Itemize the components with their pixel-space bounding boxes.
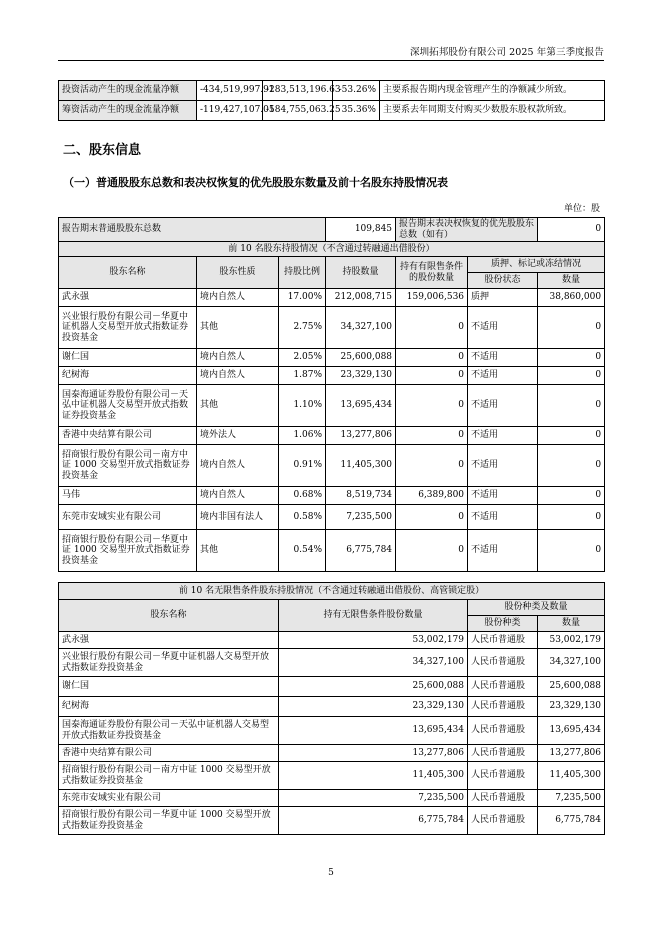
holder-share-kind: 人民币普通股 <box>468 677 538 697</box>
holder-restricted: 0 <box>396 505 468 530</box>
cashflow-current: -434,519,997.91 <box>197 81 263 101</box>
holder-qty: 0 <box>538 385 605 427</box>
holder-qty: 7,235,500 <box>538 790 605 807</box>
table-row <box>59 427 605 445</box>
holder-ratio: 0.68% <box>279 487 326 505</box>
holder-ratio: 1.10% <box>279 385 326 427</box>
holder-qty: 38,860,000 <box>538 289 605 307</box>
col-header-ratio: 持股比例 <box>279 257 326 289</box>
table-row <box>59 289 605 307</box>
table-row <box>59 745 605 762</box>
holder-nature: 其他 <box>197 530 279 572</box>
holder-status: 不适用 <box>468 307 538 349</box>
holder-name: 国泰海通证券股份有限公司－天弘中证机器人交易型开放式指数证券投资基金 <box>59 717 279 745</box>
holder-share-kind: 人民币普通股 <box>468 632 538 649</box>
table-row <box>59 697 605 717</box>
cashflow-table <box>58 80 605 121</box>
holder-name: 招商银行股份有限公司－华夏中证 1000 交易型开放式指数证券投资基金 <box>59 807 279 835</box>
holder-name: 招商银行股份有限公司－华夏中证 1000 交易型开放式指数证券投资基金 <box>59 530 197 572</box>
holder-name: 谢仁国 <box>59 677 279 697</box>
holder-restricted: 0 <box>396 427 468 445</box>
pref-holders-value: 0 <box>538 218 605 242</box>
cashflow-reason: 主要系去年同期支付购买少数股东股权款所致。 <box>380 101 605 121</box>
holder-unrestricted-shares: 13,695,434 <box>279 717 468 745</box>
cashflow-label: 投资活动产生的现金流量净额 <box>59 81 197 101</box>
holder-ratio: 2.05% <box>279 349 326 367</box>
pref-holders-label: 报告期末表决权恢复的优先股股东总数（如有） <box>396 218 538 242</box>
section-title: 二、股东信息 <box>63 143 142 158</box>
holder-name: 马伟 <box>59 487 197 505</box>
holder-restricted: 0 <box>396 307 468 349</box>
table-row <box>59 717 605 745</box>
holder-qty: 23,329,130 <box>538 697 605 717</box>
holder-qty: 53,002,179 <box>538 632 605 649</box>
table-row <box>59 790 605 807</box>
holder-status: 不适用 <box>468 487 538 505</box>
col-header-status: 股份状态 <box>468 273 538 289</box>
col-header-kind-group: 股份种类及数量 <box>468 600 605 616</box>
holder-qty: 0 <box>538 427 605 445</box>
col-header-name: 股东名称 <box>59 600 279 632</box>
holder-shares: 11,405,300 <box>326 445 396 487</box>
cashflow-previous: -184,755,063.25 <box>263 101 333 121</box>
holder-shares: 7,235,500 <box>326 505 396 530</box>
header-row <box>59 600 605 616</box>
holder-qty: 0 <box>538 349 605 367</box>
table-title-row <box>59 242 605 257</box>
common-holders-label: 报告期末普通股股东总数 <box>59 218 326 242</box>
holder-shares: 34,327,100 <box>326 307 396 349</box>
holder-shares: 25,600,088 <box>326 349 396 367</box>
holder-share-kind: 人民币普通股 <box>468 745 538 762</box>
holder-ratio: 0.54% <box>279 530 326 572</box>
holder-qty: 13,277,806 <box>538 745 605 762</box>
table-row <box>59 530 605 572</box>
holder-qty: 0 <box>538 367 605 385</box>
table-row <box>59 101 605 121</box>
table-row <box>59 307 605 349</box>
table-row <box>59 649 605 677</box>
holder-nature: 境内自然人 <box>197 367 279 385</box>
holder-qty: 6,775,784 <box>538 807 605 835</box>
header-divider <box>58 60 604 61</box>
holder-qty: 25,600,088 <box>538 677 605 697</box>
holder-ratio: 1.06% <box>279 427 326 445</box>
holder-name: 招商银行股份有限公司－南方中证 1000 交易型开放式指数证券投资基金 <box>59 445 197 487</box>
holder-status: 不适用 <box>468 427 538 445</box>
holder-qty: 0 <box>538 445 605 487</box>
col-header-nature: 股东性质 <box>197 257 279 289</box>
holder-shares: 13,277,806 <box>326 427 396 445</box>
holder-shares: 13,695,434 <box>326 385 396 427</box>
holder-restricted: 0 <box>396 530 468 572</box>
holder-name: 东莞市安域实业有限公司 <box>59 505 197 530</box>
col-header-qty: 数量 <box>538 616 605 632</box>
holder-unrestricted-shares: 53,002,179 <box>279 632 468 649</box>
holder-nature: 境外法人 <box>197 427 279 445</box>
page-number: 5 <box>328 868 334 878</box>
col-header-name: 股东名称 <box>59 257 197 289</box>
table-row <box>59 385 605 427</box>
holder-qty: 11,405,300 <box>538 762 605 790</box>
table-row <box>59 677 605 697</box>
table-row <box>59 807 605 835</box>
col-header-unrestricted-shares: 持有无限售条件股份数量 <box>279 600 468 632</box>
holder-share-kind: 人民币普通股 <box>468 717 538 745</box>
unrestricted-shareholders-table <box>58 582 605 835</box>
holder-name: 谢仁国 <box>59 349 197 367</box>
holder-restricted: 6,389,800 <box>396 487 468 505</box>
holder-nature: 其他 <box>197 307 279 349</box>
holder-share-kind: 人民币普通股 <box>468 807 538 835</box>
cashflow-current: -119,427,107.05 <box>197 101 263 121</box>
holder-name: 国泰海通证券股份有限公司－天弘中证机器人交易型开放式指数证券投资基金 <box>59 385 197 427</box>
table-row <box>59 445 605 487</box>
holder-nature: 其他 <box>197 385 279 427</box>
holder-unrestricted-shares: 34,327,100 <box>279 649 468 677</box>
holder-status: 不适用 <box>468 367 538 385</box>
holder-name: 招商银行股份有限公司－南方中证 1000 交易型开放式指数证券投资基金 <box>59 762 279 790</box>
holder-nature: 境内非国有法人 <box>197 505 279 530</box>
holder-qty: 0 <box>538 505 605 530</box>
holder-unrestricted-shares: 7,235,500 <box>279 790 468 807</box>
holder-restricted: 0 <box>396 367 468 385</box>
holder-status: 不适用 <box>468 505 538 530</box>
col-header-kind: 股份种类 <box>468 616 538 632</box>
holder-name: 纪树海 <box>59 367 197 385</box>
table-row <box>59 487 605 505</box>
col-header-shares: 持股数量 <box>326 257 396 289</box>
holder-qty: 0 <box>538 530 605 572</box>
holder-unrestricted-shares: 11,405,300 <box>279 762 468 790</box>
holder-qty: 0 <box>538 307 605 349</box>
holder-qty: 0 <box>538 487 605 505</box>
holder-ratio: 0.58% <box>279 505 326 530</box>
table-row <box>59 349 605 367</box>
holder-ratio: 1.87% <box>279 367 326 385</box>
holder-shares: 212,008,715 <box>326 289 396 307</box>
page-header: 深圳拓邦股份有限公司 2025 年第三季度报告 <box>409 47 604 58</box>
holder-ratio: 17.00% <box>279 289 326 307</box>
holder-shares: 6,775,784 <box>326 530 396 572</box>
cashflow-change: -53.26% <box>333 81 380 101</box>
unrestricted-title: 前 10 名无限售条件股东持股情况（不含通过转融通出借股份、高管锁定股） <box>59 583 605 600</box>
holder-nature: 境内自然人 <box>197 445 279 487</box>
holder-status: 不适用 <box>468 349 538 367</box>
cashflow-change: 35.36% <box>333 101 380 121</box>
holder-ratio: 0.91% <box>279 445 326 487</box>
unit-label: 单位：股 <box>563 204 600 214</box>
cashflow-reason: 主要系报告期内现金管理产生的净额减少所致。 <box>380 81 605 101</box>
holder-shares: 8,519,734 <box>326 487 396 505</box>
holder-name: 香港中央结算有限公司 <box>59 745 279 762</box>
holder-status: 不适用 <box>468 445 538 487</box>
holder-nature: 境内自然人 <box>197 349 279 367</box>
table-title-row <box>59 583 605 600</box>
summary-row <box>59 218 605 242</box>
table-row <box>59 505 605 530</box>
holder-status: 不适用 <box>468 385 538 427</box>
holder-share-kind: 人民币普通股 <box>468 649 538 677</box>
col-header-qty: 数量 <box>538 273 605 289</box>
common-holders-value: 109,845 <box>326 218 396 242</box>
holder-restricted: 159,006,536 <box>396 289 468 307</box>
table-row <box>59 632 605 649</box>
holder-name: 兴业银行股份有限公司－华夏中证机器人交易型开放式指数证券投资基金 <box>59 307 197 349</box>
table-row <box>59 81 605 101</box>
holder-name: 武永强 <box>59 632 279 649</box>
holder-nature: 境内自然人 <box>197 289 279 307</box>
holder-unrestricted-shares: 25,600,088 <box>279 677 468 697</box>
top10-title: 前 10 名股东持股情况（不含通过转融通出借股份） <box>59 242 605 257</box>
holder-unrestricted-shares: 6,775,784 <box>279 807 468 835</box>
col-header-restricted: 持有有限售条件的股份数量 <box>396 257 468 289</box>
holder-share-kind: 人民币普通股 <box>468 790 538 807</box>
holder-name: 兴业银行股份有限公司－华夏中证机器人交易型开放式指数证券投资基金 <box>59 649 279 677</box>
col-header-pledge: 质押、标记或冻结情况 <box>468 257 605 273</box>
holder-status: 不适用 <box>468 530 538 572</box>
top10-shareholders-table <box>58 217 605 572</box>
holder-name: 武永强 <box>59 289 197 307</box>
holder-name: 香港中央结算有限公司 <box>59 427 197 445</box>
holder-status: 质押 <box>468 289 538 307</box>
subsection-title: （一）普通股股东总数和表决权恢复的优先股股东数量及前十名股东持股情况表 <box>63 176 448 189</box>
cashflow-previous: -283,513,196.63 <box>263 81 333 101</box>
holder-shares: 23,329,130 <box>326 367 396 385</box>
holder-restricted: 0 <box>396 445 468 487</box>
holder-name: 东莞市安域实业有限公司 <box>59 790 279 807</box>
holder-restricted: 0 <box>396 385 468 427</box>
holder-share-kind: 人民币普通股 <box>468 697 538 717</box>
holder-qty: 13,695,434 <box>538 717 605 745</box>
holder-share-kind: 人民币普通股 <box>468 762 538 790</box>
holder-unrestricted-shares: 13,277,806 <box>279 745 468 762</box>
holder-restricted: 0 <box>396 349 468 367</box>
cashflow-label: 筹资活动产生的现金流量净额 <box>59 101 197 121</box>
header-row <box>59 257 605 273</box>
holder-name: 纪树海 <box>59 697 279 717</box>
holder-qty: 34,327,100 <box>538 649 605 677</box>
holder-ratio: 2.75% <box>279 307 326 349</box>
table-row <box>59 762 605 790</box>
holder-unrestricted-shares: 23,329,130 <box>279 697 468 717</box>
holder-nature: 境内自然人 <box>197 487 279 505</box>
table-row <box>59 367 605 385</box>
